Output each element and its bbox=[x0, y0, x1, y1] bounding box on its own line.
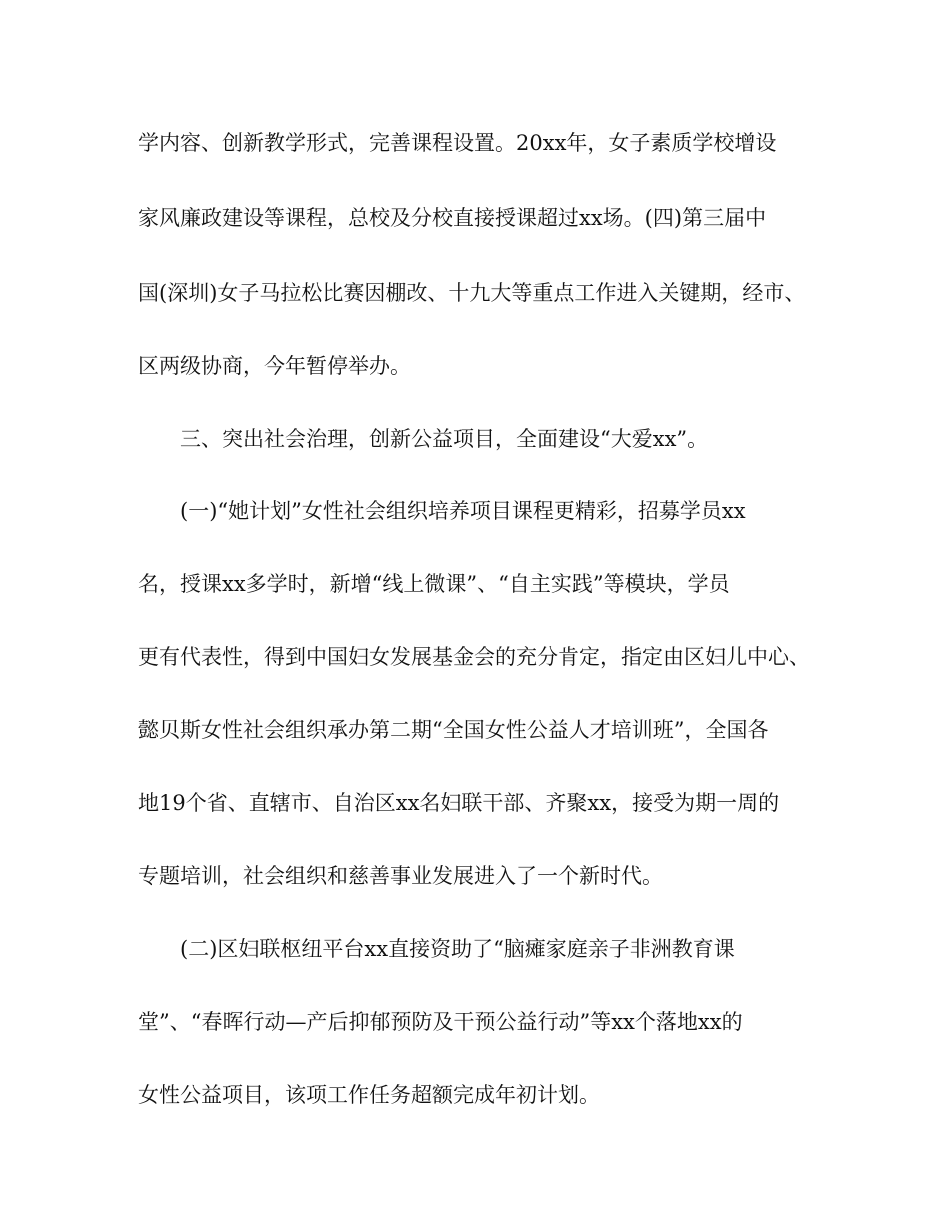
text-line-6: (一)“她计划”女性社会组织培养项目课程更精彩，招募学员xx bbox=[180, 499, 746, 523]
text-line-8: 更有代表性，得到中国妇女发展基金会的充分肯定，指定由区妇儿中心、 bbox=[138, 645, 810, 669]
text-line-13: 堂”、“春晖行动—产后抑郁预防及干预公益行动”等xx个落地xx的 bbox=[138, 1010, 743, 1034]
text-line-12: (二)区妇联枢纽平台xx直接资助了“脑瘫家庭亲子非洲教育课 bbox=[180, 937, 735, 961]
text-line-4: 区两级协商，今年暂停举办。 bbox=[138, 354, 411, 378]
text-line-2: 家风廉政建设等课程，总校及分校直接授课超过xx场。(四)第三届中 bbox=[138, 206, 767, 230]
text-line-14: 女性公益项目，该项工作任务超额完成年初计划。 bbox=[138, 1083, 600, 1107]
section-heading-3: 三、突出社会治理，创新公益项目，全面建设“大爱xx”。 bbox=[180, 427, 709, 451]
text-line-11: 专题培训，社会组织和慈善事业发展进入了一个新时代。 bbox=[138, 864, 663, 888]
text-line-1: 学内容、创新教学形式，完善课程设置。20xx年，女子素质学校增设 bbox=[138, 131, 777, 155]
text-line-9: 懿贝斯女性社会组织承办第二期“全国女性公益人才培训班”，全国各 bbox=[138, 718, 769, 742]
text-line-10: 地19个省、直辖市、自治区xx名妇联干部、齐聚xx，接受为期一周的 bbox=[138, 791, 780, 815]
text-line-3: 国(深圳)女子马拉松比赛因棚改、十九大等重点工作进入关键期，经市、 bbox=[138, 281, 806, 305]
text-line-7: 名，授课xx多学时，新增“线上微课”、“自主实践”等模块，学员 bbox=[138, 572, 730, 596]
